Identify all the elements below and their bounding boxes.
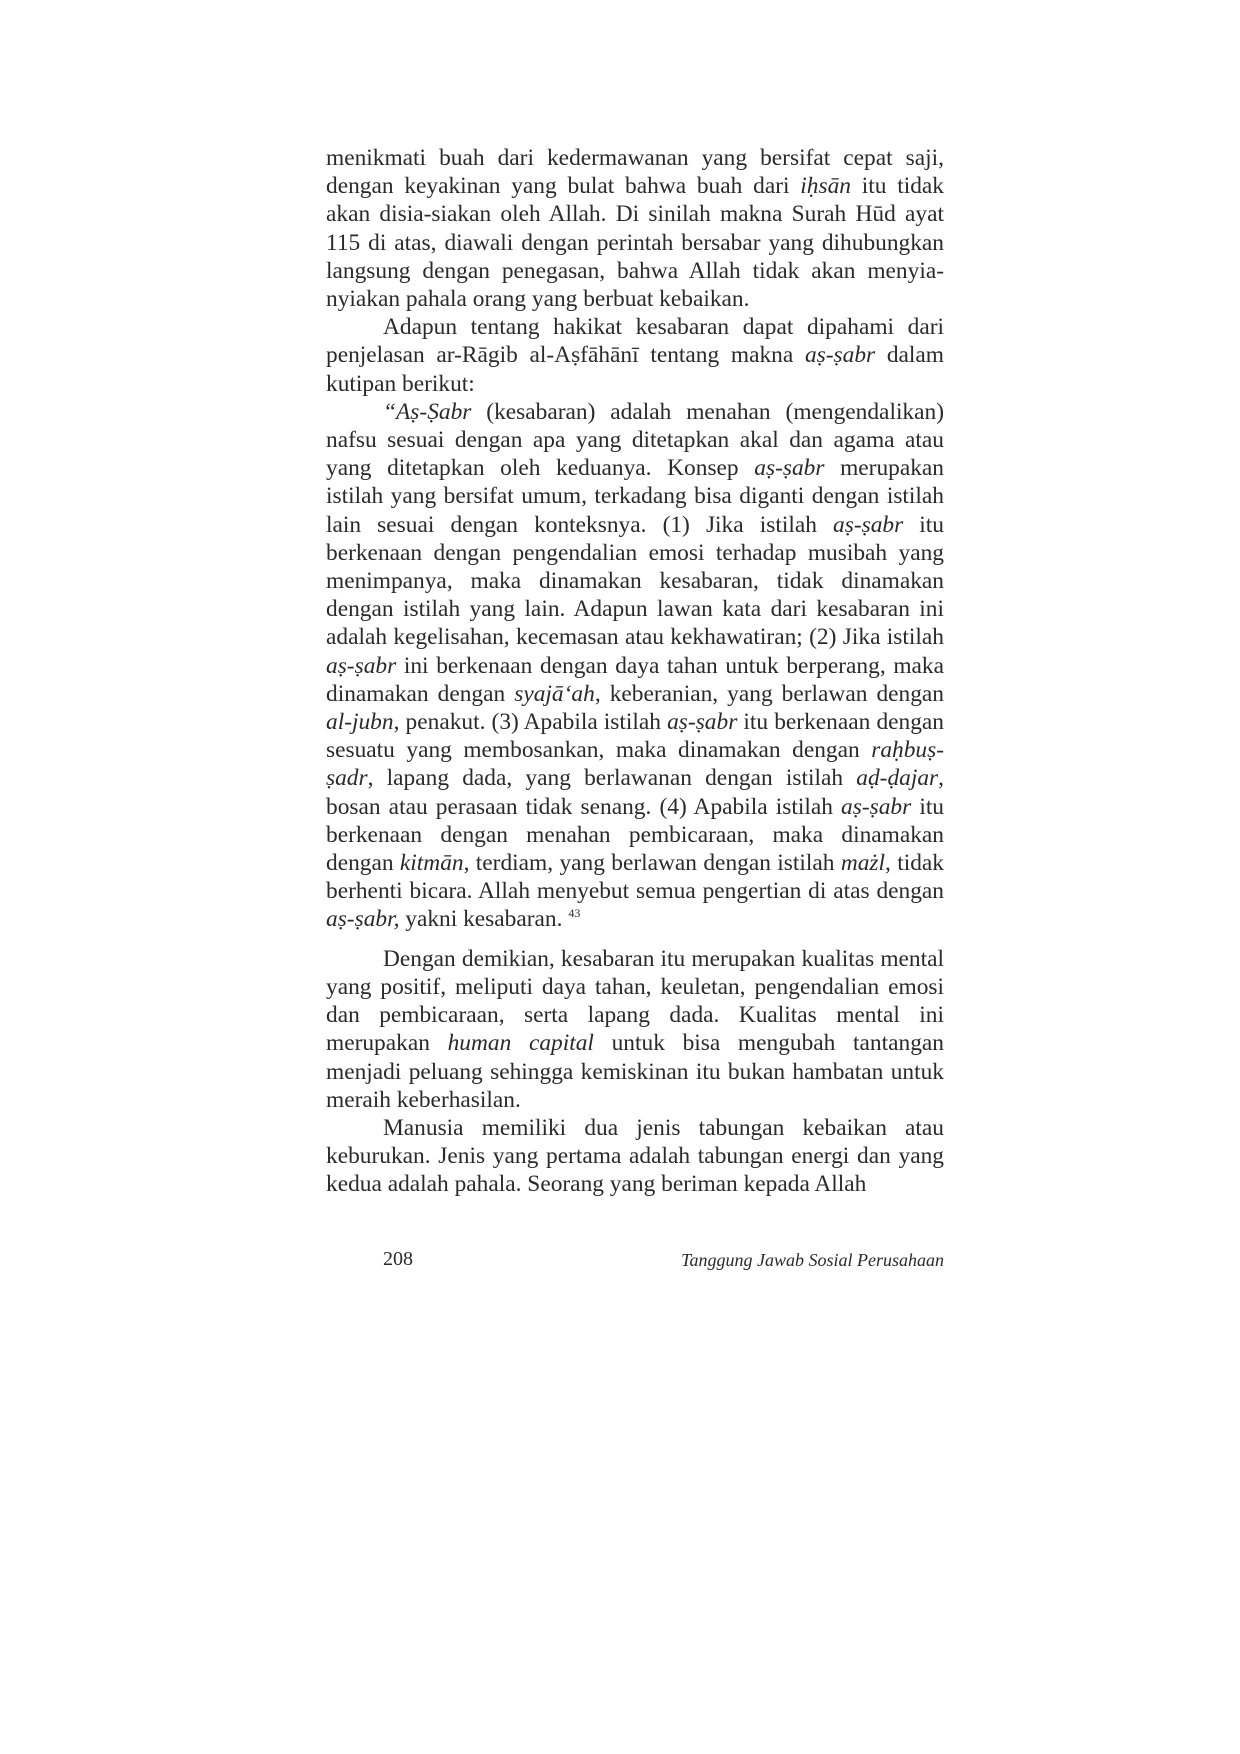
- term-as-sabr: “Aṣ-Ṣabr: [383, 398, 472, 425]
- term-as-sabr: aṣ-ṣabr: [667, 709, 738, 736]
- term-kitman: kitmān: [399, 850, 464, 877]
- term-ad-dajar: aḍ-ḍajar: [856, 765, 939, 792]
- term-as-sabr: aṣ-ṣabr,: [326, 906, 400, 933]
- term-as-sabr: aṣ-ṣabr: [326, 652, 397, 679]
- paragraph-2: Adapun tentang hakikat kesabaran dapat dipahami dari penjelasan ar-Rāgib al-Aṣfāhānī tentang makna aṣ-ṣabr dalam kutipan berikut:: [326, 314, 945, 397]
- quotation: “Aṣ-Ṣabr (kesabaran) adalah menahan (mengendalikan) nafsu sesuai dengan apa yang ditetapkan akal dan agama atau yang ditetapkan oleh keduanya. Konsep aṣ-ṣabr merupakan istilah yang bersifat umum, terkadang bisa diganti dengan istilah lain sesuai dengan konteksnya. (1) Jika istilah aṣ-ṣabr itu berkenaan dengan pengendalian emosi terhadap musibah yang menimpanya, maka dinamakan kesabaran, tidak dinamakan dengan istilah yang lain. Adapun lawan kata dari kesabaran ini adalah kegelisahan, kecemasan atau kekhawatiran; (2) Jika istilah aṣ-ṣabr ini berkenaan dengan daya tahan untuk berperang, maka dinamakan dengan syajā‘ah, keberanian, yang berlawan dengan al-jubn, penakut. (3) Apabila istilah aṣ-ṣabr itu berkenaan dengan sesuatu yang membosankan, maka dinamakan dengan raḥbuṣ-ṣadr, lapang dada, yang berlawanan dengan istilah aḍ-ḍajar, bosan atau perasaan tidak senang. (4) Apabila istilah aṣ-ṣabr itu berkenaan dengan menahan pembicaraan, maka dinamakan dengan kitmān, terdiam, yang berlawan dengan istilah mażl, tidak berhenti bicara. Allah menyebut semua pengertian di atas dengan aṣ-ṣabr, yakni kesabaran. $^{43}$: [326, 398, 945, 933]
- term-as-sabr: aṣ-ṣabr: [833, 511, 904, 538]
- term-rahbus-sadr: raḥbuṣ-ṣadr: [326, 737, 944, 792]
- footnote-marker: 43: [568, 906, 581, 921]
- term-mazl: mażl: [840, 850, 886, 877]
- page-number: 208: [383, 1248, 413, 1270]
- paragraph-1: menikmati buah dari kedermawanan yang bersifat cepat saji, dengan keyakinan yang bulat bahwa buah dari iḥsān itu tidak akan disia-siakan oleh Allah. Di sinilah makna Surah Hūd ayat 115 di atas, diawali dengan perintah bersabar yang dihubungkan langsung dengan penegasan, bahwa Allah tidak akan menyia-nyiakan pahala orang yang berbuat kebaikan.: [326, 145, 944, 313]
- running-title: Tanggung Jawab Sosial Perusahaan: [681, 1250, 944, 1270]
- body-text: [326, 144, 944, 1199]
- paragraph-3: Dengan demikian, kesabaran itu merupakan kualitas mental yang positif, meliputi daya tahan, keuletan, pengendalian emosi dan pembicaraan, serta lapang dada. Kualitas mental ini merupakan human capital untuk bisa mengubah tantangan menjadi peluang sehingga kemiskinan itu bukan hambatan untuk meraih keberhasilan.: [326, 945, 944, 1113]
- term-al-jubn: al-jubn: [326, 709, 394, 736]
- paragraph-4: Manusia memiliki dua jenis tabungan kebaikan atau keburukan. Jenis yang pertama adalah tabungan energi dan yang kedua adalah pahala. Seorang yang beriman kepada Allah: [326, 1114, 944, 1198]
- term-as-sabr: aṣ-ṣabr: [754, 455, 825, 482]
- term-as-sabr: aṣ-ṣabr: [841, 793, 912, 820]
- term-ihsan: iḥsān: [800, 173, 851, 200]
- term-syajaah: syajā‘ah: [514, 680, 595, 707]
- term-human-capital: human capital: [447, 1030, 594, 1057]
- term-as-sabr: aṣ-ṣabr: [804, 342, 876, 369]
